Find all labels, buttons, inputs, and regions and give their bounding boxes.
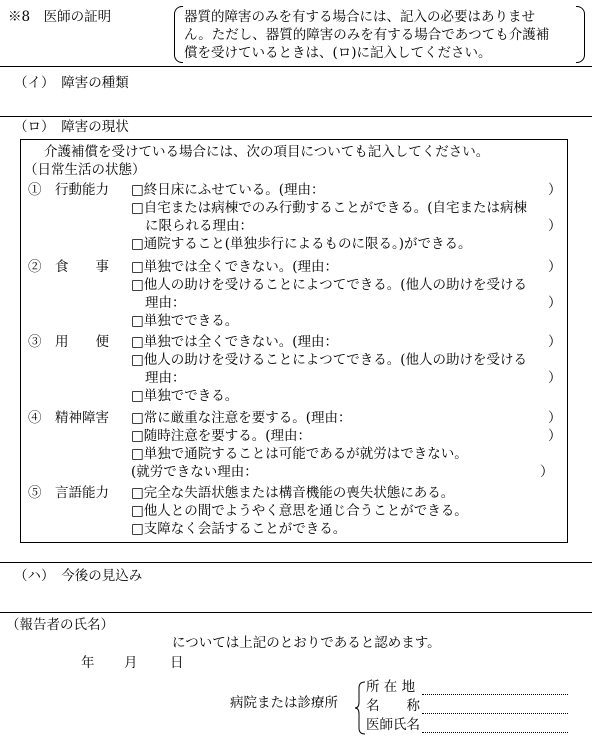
item-line: (就労できない理由： — [131, 464, 258, 480]
item-mental-label: ④ 精神障害 — [28, 410, 109, 426]
name-label: 名 称 — [366, 698, 420, 714]
field-brace — [354, 680, 366, 736]
intro-text: 介護補償を受けている場合には、次の項目についても記入してください。 — [44, 144, 490, 160]
item-line[interactable]: □終日床にふせている。(理由： — [131, 182, 325, 198]
address-field[interactable] — [422, 694, 568, 695]
date-day: 日 — [170, 655, 184, 671]
item-line[interactable]: □単独で通院することは可能であるが就労はできない。 — [131, 446, 468, 462]
section-ro-label: （ロ） 障害の現状 — [14, 119, 129, 135]
close-paren: ） — [548, 259, 562, 275]
item-mobility-label: ① 行動能力 — [28, 182, 109, 198]
close-paren: ） — [548, 218, 562, 234]
item-line: 理由： — [145, 370, 186, 386]
item-line[interactable]: □単独では全くできない。(理由： — [131, 259, 339, 275]
hospital-label: 病院または診療所 — [230, 695, 338, 711]
statement-text: については上記のとおりであると認めます。 — [172, 635, 441, 651]
item-line[interactable]: □他人の助けを受けることによつてできる。(他人の助けを受ける — [131, 352, 528, 368]
divider — [0, 66, 592, 67]
item-eating-label: ② 食 事 — [28, 259, 109, 275]
item-line: に限られる理由： — [145, 218, 253, 234]
close-paren: ） — [548, 410, 562, 426]
section-i-label: （イ） 障害の種類 — [14, 75, 129, 91]
daily-life-subhead: （日常生活の状態） — [24, 162, 146, 178]
close-paren: ） — [548, 295, 562, 311]
close-paren: ） — [548, 182, 562, 198]
date-year: 年 — [81, 655, 95, 671]
close-paren: ） — [548, 428, 562, 444]
item-toilet-label: ③ 用 便 — [28, 334, 109, 350]
section-8-label: ※8 医師の証明 — [8, 9, 112, 25]
item-speech-label: ⑤ 言語能力 — [28, 485, 109, 501]
item-line[interactable]: □他人の助けを受けることによつてできる。(他人の助けを受ける — [131, 277, 528, 293]
item-line[interactable]: □支障なく会話することができる。 — [131, 521, 347, 537]
address-label: 所 在 地 — [366, 679, 416, 695]
divider — [0, 562, 592, 563]
doctor-name-label: 医師氏名 — [366, 717, 420, 733]
close-paren: ） — [540, 464, 554, 480]
item-line[interactable]: □単独でできる。 — [131, 313, 239, 329]
item-line[interactable]: □単独でできる。 — [131, 388, 239, 404]
close-paren: ） — [548, 334, 562, 350]
date-month: 月 — [124, 655, 138, 671]
note-left-paren — [174, 6, 183, 63]
close-paren: ） — [548, 370, 562, 386]
item-line[interactable]: □他人との間でようやく意思を通じ合うことができる。 — [131, 503, 468, 519]
note-right-paren — [576, 6, 585, 63]
note-line-3: 償を受けているときは、(ロ)に記入してください。 — [184, 45, 492, 61]
note-line-2: ん。ただし、器質的障害のみを有する場合であつても介護補 — [184, 27, 550, 43]
divider — [0, 116, 592, 117]
item-line: 理由： — [145, 295, 186, 311]
divider — [0, 612, 592, 613]
doctor-name-field[interactable] — [422, 732, 568, 733]
note-line-1: 器質的障害のみを有する場合には、記入の必要はありませ — [184, 9, 535, 25]
item-line[interactable]: □常に厳重な注意を要する。(理由： — [131, 410, 352, 426]
item-line[interactable]: □通院すること(単独歩行によるものに限る。)ができる。 — [131, 236, 472, 252]
section-ha-label: （ハ） 今後の見込み — [14, 568, 143, 584]
name-field[interactable] — [422, 713, 568, 714]
item-line[interactable]: □完全な失語状態または構音機能の喪失状態にある。 — [131, 485, 455, 501]
item-line[interactable]: □随時注意を要する。(理由： — [131, 428, 312, 444]
reporter-label: （報告者の氏名） — [6, 617, 114, 633]
item-line[interactable]: □自宅または病棟でのみ行動することができる。(自宅または病棟 — [131, 200, 528, 216]
item-line[interactable]: □単独では全くできない。(理由： — [131, 334, 339, 350]
